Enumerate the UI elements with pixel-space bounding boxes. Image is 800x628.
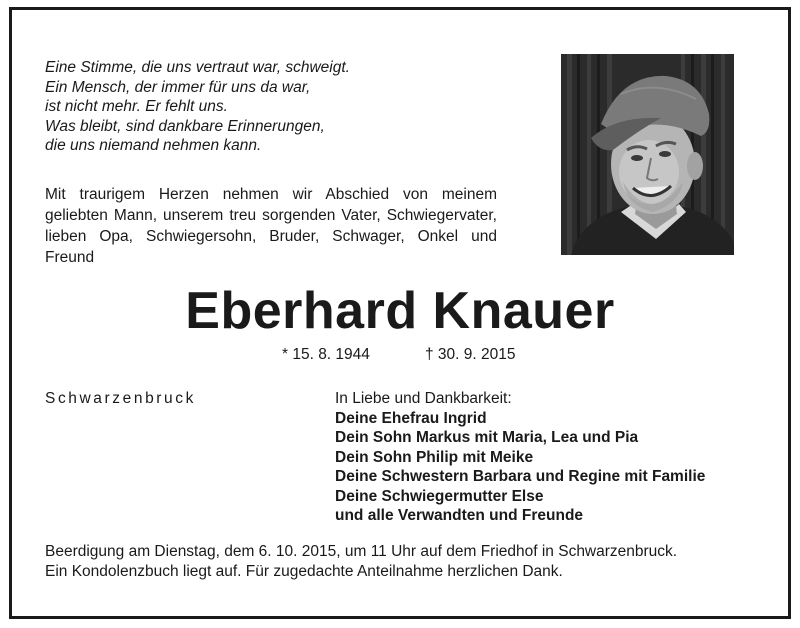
death-date: † 30. 9. 2015 [425, 346, 516, 363]
mourner-line: Deine Ehefrau Ingrid [335, 409, 487, 427]
farewell-text: Mit traurigem Herzen nehmen wir Abschied von meinem geliebten Mann, unserem treu sorgenden Vater, Schwiegervater, lieben Opa, Schwiegersohn, Bruder, Schwager, Onkel und Freund [45, 186, 497, 266]
mourner-line: Deine Schwiegermutter Else [335, 487, 544, 505]
mourner-line: und alle Verwandten und Freunde [335, 507, 584, 524]
mourners-heading: In Liebe und Dankbarkeit: [335, 390, 512, 407]
poem [45, 58, 405, 156]
funeral-info [45, 542, 677, 581]
mourner-line: Dein Sohn Markus mit Maria, Lea und Pia [335, 429, 639, 446]
funeral-info-line: Ein Kondolenzbuch liegt auf. Für zugedachte Anteilnahme herzlichen Dank. [45, 562, 563, 580]
poem-line: Was bleibt, sind dankbare Erinnerungen, [45, 117, 325, 135]
funeral-info-line: Beerdigung am Dienstag, dem 6. 10. 2015, um 11 Uhr auf dem Friedhof in Schwarzenbruck. [45, 543, 678, 560]
poem-line: Ein Mensch, der immer für uns da war, [45, 78, 311, 96]
place-name: Schwarzenbruck [45, 390, 196, 407]
poem-line: die uns niemand nehmen kann. [45, 137, 262, 154]
deceased-name: Eberhard Knauer [185, 282, 615, 340]
poem-line: ist nicht mehr. Er fehlt uns. [45, 98, 228, 115]
birth-date: * 15. 8. 1944 [282, 346, 370, 363]
portrait-photo [561, 54, 734, 255]
poem-line: Eine Stimme, die uns vertraut war, schweigt. [45, 59, 350, 76]
mourners-list [335, 389, 705, 526]
mourner-line: Deine Schwestern Barbara und Regine mit Familie [335, 468, 706, 485]
mourner-line: Dein Sohn Philip mit Meike [335, 448, 534, 466]
